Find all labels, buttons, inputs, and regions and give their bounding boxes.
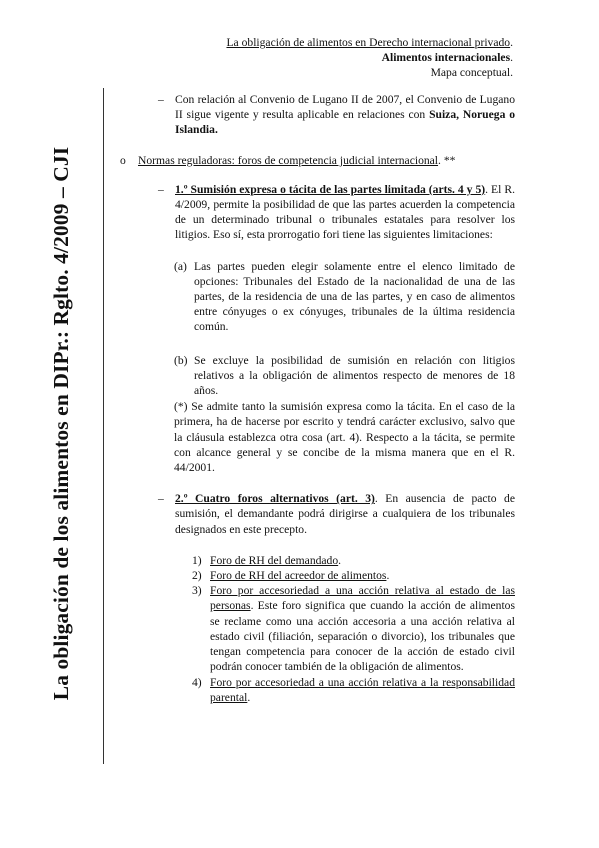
- side-title: [44, 98, 80, 748]
- list-marker: 3): [192, 584, 202, 598]
- dash-marker: –: [158, 492, 164, 506]
- list-marker: 4): [192, 675, 202, 689]
- normas-title: Normas reguladoras: foros de competencia judicial internacional: [138, 153, 439, 167]
- foros-list: [192, 553, 515, 705]
- list-item-title: Foro de RH del acreedor de alimentos: [210, 569, 387, 583]
- dash-marker: –: [158, 182, 164, 196]
- list-item-rest: .: [338, 553, 342, 567]
- limitation-a-text: Las partes pueden elegir solamente entre el elenco limitado de opciones: Tribunales del Estado de la nacionalidad de una de las partes, de la residencia de una de las partes, y en caso de alimentos entre cónyuges o ex cónyuges, tribunales de la última residencia común.: [194, 259, 515, 334]
- list-item-rest: .: [247, 690, 251, 704]
- sumision-heading: 1.º Sumisión expresa o tácita de las partes limitada (arts. 4 y 5): [175, 182, 486, 196]
- header-title: La obligación de alimentos en Derecho internacional privado: [226, 36, 511, 49]
- vertical-divider: [103, 88, 104, 764]
- list-item-title: Foro de RH del demandado: [210, 553, 339, 567]
- list-item-title: Foro por accesoriedad a una acción relativa a la responsabilidad parental: [210, 675, 515, 704]
- foros-item: [120, 491, 515, 537]
- header-line-1: [226, 35, 513, 50]
- list-item-title: Foro por accesoriedad a una acción relativa al estado de las personas: [210, 584, 515, 613]
- page-header: [226, 35, 513, 80]
- foros-text: . En ausencia de pacto de sumisión, el demandante podrá dirigirse a cualquiera de los tribunales designados en este precepto.: [175, 492, 515, 536]
- limitation-b: [174, 353, 515, 399]
- limitation-b-text: Se excluye la posibilidad de sumisión en relación con litigios relativos a la obligación de alimentos respecto de menores de 18 años.: [194, 353, 515, 398]
- normas-suffix: . **: [438, 153, 456, 167]
- header-line-2: [226, 50, 513, 65]
- main-content: [120, 92, 515, 705]
- header-title-end: .: [510, 36, 513, 49]
- dash-marker: –: [158, 93, 164, 106]
- list-item: [192, 675, 515, 705]
- normas-item: [120, 153, 515, 168]
- lugano-item: [120, 92, 515, 138]
- header-subtitle: Alimentos internacionales: [381, 51, 511, 64]
- list-item-rest: .: [386, 569, 390, 583]
- alpha-marker: (a): [174, 259, 187, 273]
- list-item-rest: . Este foro significa que cuando la acción de alimentos se reclame como una acción accesoria a una acción relativa al estado civil (filiación, separación o divorcio), los tribunales que tengan competencia para conocer de la acción de estado civil podrán conocer también de la obligación de alimentos.: [210, 599, 515, 674]
- list-marker: 1): [192, 553, 202, 567]
- lugano-countries: Suiza, Noruega o Islandia.: [175, 108, 515, 137]
- foros-heading: 2.º Cuatro foros alternativos (art. 3): [175, 492, 375, 506]
- lugano-text: Con relación al Convenio de Lugano II de 2007, el Convenio de Lugano II sigue vigente y resulta aplicable en relaciones con: [175, 93, 515, 122]
- circle-marker: o: [120, 153, 126, 167]
- list-item: [192, 553, 515, 568]
- list-item: [192, 568, 515, 583]
- list-marker: 2): [192, 569, 202, 583]
- sumision-item: [120, 182, 515, 243]
- header-line-3: Mapa conceptual.: [430, 66, 513, 79]
- header-subtitle-end: .: [510, 51, 513, 64]
- sumision-note: (*) Se admite tanto la sumisión expresa como la tácita. En el caso de la primera, ha de hacerse por escrito y tendrá carácter exclusivo, salvo que la cláusula establezca otra cosa (art. 4). Respecto a la tácita, se permite con alcance general y se concibe de la misma manera que en el R. 44/2001.: [174, 400, 515, 475]
- side-title-text: La obligación de los alimentos en DIPr.: Rglto. 4/2009 – CJI: [49, 146, 74, 700]
- sumision-text: . El R. 4/2009, permite la posibilidad de que las partes acuerden la competencia de un determinado tribunal o tribunales estatales para resolver los litigios. Eso sí, esta prorrogatio fori tiene las siguientes limitaciones:: [175, 182, 515, 242]
- limitation-a: [174, 259, 515, 335]
- alpha-marker: (b): [174, 353, 188, 367]
- list-item: [192, 583, 515, 674]
